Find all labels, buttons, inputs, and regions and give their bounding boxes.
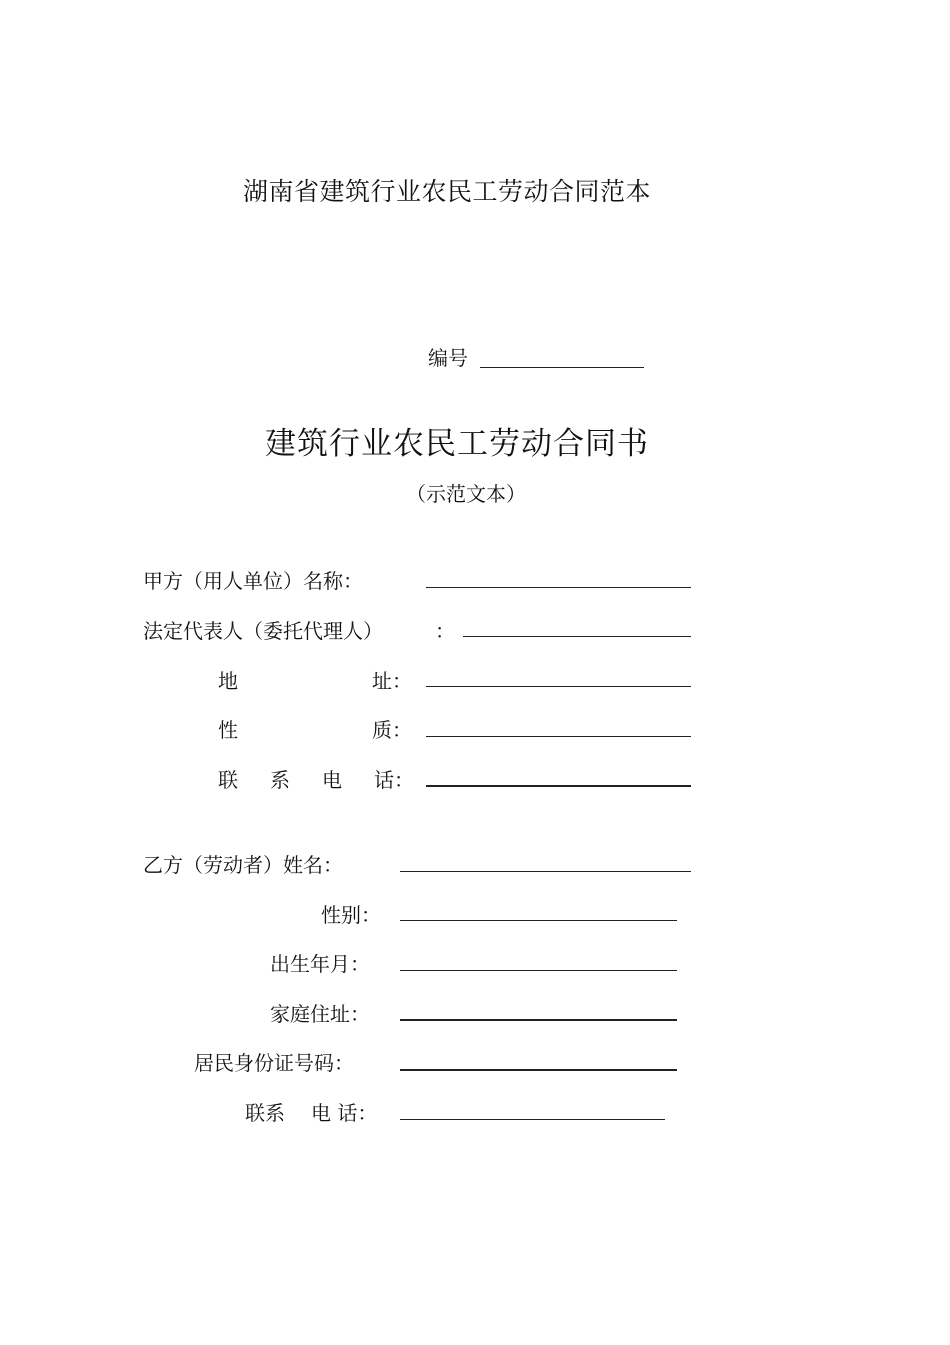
party-b-phone-field[interactable]	[400, 1119, 665, 1120]
party-b-address-field[interactable]	[400, 1019, 677, 1021]
party-b-gender-field[interactable]	[400, 920, 677, 921]
party-a-phone-label-2: 系	[270, 768, 290, 792]
party-b-name-field[interactable]	[400, 871, 691, 872]
party-b-birth-label: 出生年月：	[270, 952, 370, 976]
party-b-address-label: 家庭住址：	[270, 1002, 370, 1026]
party-b-id-label: 居民身份证号码：	[194, 1051, 354, 1075]
party-a-name-label: 甲方（用人单位）名称：	[143, 569, 363, 593]
contract-main-title: 建筑行业农民工劳动合同书	[265, 426, 649, 462]
party-a-nature-label-left: 性	[218, 718, 238, 742]
party-b-phone-label-b: 电 话：	[311, 1101, 378, 1125]
party-a-nature-field[interactable]	[426, 736, 691, 737]
party-a-rep-field[interactable]	[463, 636, 691, 637]
party-a-phone-label-4: 话：	[374, 768, 414, 792]
party-a-address-field[interactable]	[426, 686, 691, 687]
party-a-address-label-right: 址：	[372, 669, 412, 693]
party-b-phone-label-a: 联系	[245, 1101, 285, 1125]
party-a-address-label-left: 地	[218, 669, 238, 693]
party-b-gender-label: 性别：	[321, 903, 381, 927]
party-a-rep-colon: ：	[435, 619, 455, 643]
party-a-name-field[interactable]	[426, 587, 691, 588]
party-a-phone-label-3: 电	[322, 768, 342, 792]
party-b-name-label: 乙方（劳动者）姓名：	[143, 853, 343, 877]
party-b-id-field[interactable]	[400, 1069, 677, 1071]
party-a-nature-label-right: 质：	[372, 718, 412, 742]
party-b-birth-field[interactable]	[400, 970, 677, 971]
party-a-phone-label-1: 联	[218, 768, 238, 792]
party-a-phone-field[interactable]	[426, 785, 691, 787]
document-top-title: 湖南省建筑行业农民工劳动合同范本	[243, 177, 652, 206]
contract-subtitle: （示范文本）	[406, 482, 526, 506]
party-a-rep-label: 法定代表人（委托代理人）	[143, 619, 383, 643]
contract-number-label: 编号	[428, 346, 468, 370]
contract-number-field[interactable]	[480, 367, 644, 368]
